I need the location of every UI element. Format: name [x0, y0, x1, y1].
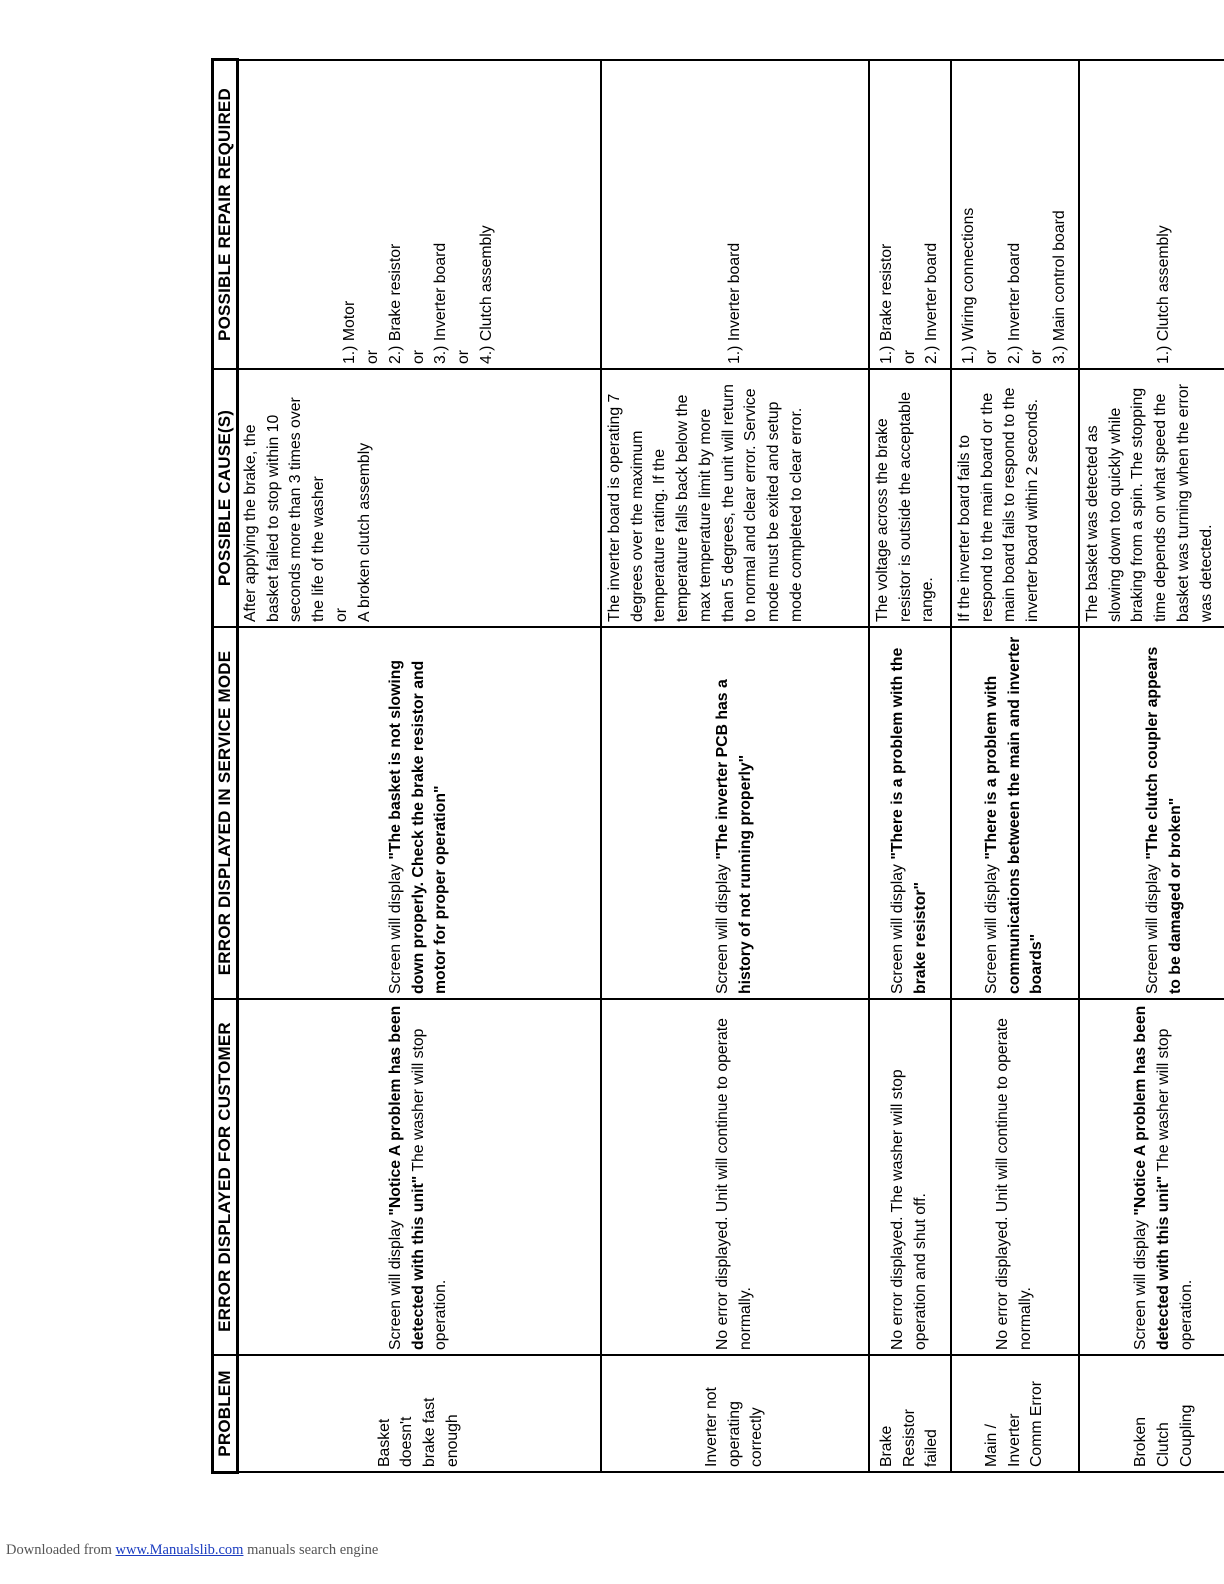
service-text-bold: "The clutch coupler appears to be damaged or broken" [1143, 646, 1184, 994]
table-row [601, 60, 869, 1472]
repair-line: or [1028, 349, 1046, 364]
repair-cell [601, 60, 869, 369]
repair-line: or [900, 349, 918, 364]
problem-line: Comm Error [1028, 1380, 1046, 1467]
problem-cell [237, 1355, 601, 1472]
header-problem: PROBLEM [213, 1355, 237, 1472]
service-cell [869, 627, 951, 999]
rotated-troubleshooting-table [212, 61, 1215, 1473]
service-cell [237, 627, 601, 999]
repair-line: or [364, 349, 382, 364]
repair-line: 2.) Inverter board [1005, 242, 1023, 364]
customer-text-pre: No error displayed. The washer will stop operation and shut off. [889, 1069, 929, 1350]
customer-cell [951, 999, 1079, 1355]
problem-line: Clutch [1155, 1422, 1173, 1467]
footer [6, 1542, 378, 1559]
customer-text-post: The washer will stop operation. [409, 1028, 450, 1350]
table-row [869, 60, 951, 1472]
service-text-bold: "The inverter PCB has a history of not running properly" [714, 679, 754, 994]
problem-line: failed [923, 1429, 941, 1467]
service-text-bold: "There is a problem with the brake resistor" [889, 647, 929, 994]
problem-cell [1079, 1355, 1224, 1472]
cause-line: The basket was detected as slowing down too quickly while braking from a spin. The stopping time depends on what speed the basket was turning when the error was detected. [1084, 384, 1215, 622]
repair-cell [1079, 60, 1224, 369]
repair-cell [237, 60, 601, 369]
cause-cell [601, 369, 869, 627]
problem-line: doesn't [398, 1416, 416, 1467]
cause-line: The voltage across the brake resistor is outside the acceptable range. [874, 391, 937, 622]
problem-line: Inverter not [702, 1387, 720, 1467]
cause-line: The inverter board is operating 7 degrees over the maximum temperature rating. If the temperature falls back below the max temperature limit by more than 5 degrees, the unit will return to normal and clear error. Service mode must be exited and setup mode completed to clear error. [606, 384, 805, 622]
table-row [951, 60, 1079, 1472]
service-text-bold: "The basket is not slowing down properly. Check the brake resistor and motor for proper operation" [386, 659, 450, 994]
customer-text-pre: No error displayed. Unit will continue to operate normally. [714, 1018, 754, 1350]
customer-text-pre: Screen will display [386, 1215, 404, 1350]
table-body [237, 60, 1224, 1472]
customer-text-post: The washer will stop operation. [1155, 1028, 1195, 1350]
header-customer: ERROR DISPLAYED FOR CUSTOMER [213, 999, 237, 1355]
problem-line: Inverter [1005, 1413, 1023, 1467]
table-row [1079, 60, 1224, 1472]
problem-line: Resistor [900, 1409, 918, 1467]
service-cell [601, 627, 869, 999]
problem-line: Coupling [1177, 1404, 1195, 1467]
customer-cell [601, 999, 869, 1355]
repair-cell [951, 60, 1079, 369]
header-repair: POSSIBLE REPAIR REQUIRED [213, 60, 237, 369]
service-text-pre: Screen will display [1143, 859, 1161, 994]
customer-text-pre: Screen will display [1132, 1215, 1150, 1350]
cause-line: If the inverter board fails to respond to the main board or the main board fails to respond to the inverter board within 2 seconds. [956, 387, 1042, 622]
service-text-pre: Screen will display [889, 859, 907, 994]
problem-line: brake fast [421, 1397, 438, 1467]
repair-cell [869, 60, 951, 369]
repair-line: 1.) Clutch assembly [1155, 225, 1173, 364]
repair-line: 1.) Wiring connections [960, 207, 978, 364]
repair-line: 1.) Motor [341, 300, 359, 364]
service-cell [1079, 627, 1224, 999]
problem-cell [869, 1355, 951, 1472]
problem-line: Main / [982, 1423, 1000, 1467]
service-text-pre: Screen will display [714, 859, 732, 994]
service-text-pre: Screen will display [386, 859, 404, 994]
footer-prefix: Downloaded from [6, 1542, 116, 1558]
problem-cell [951, 1355, 1079, 1472]
problem-line: Broken [1132, 1416, 1150, 1467]
manualslib-link[interactable]: www.Manualslib.com [115, 1542, 244, 1558]
repair-line: 2.) Brake resistor [386, 243, 404, 364]
repair-line: 3.) Inverter board [432, 242, 450, 364]
table-row [237, 60, 601, 1472]
repair-line: 4.) Clutch assembly [477, 225, 495, 364]
repair-line: or [409, 349, 427, 364]
customer-text-bold: "Notice A problem has been detected with this unit" [1132, 1005, 1173, 1350]
problem-line: operating [725, 1401, 743, 1467]
repair-line: 3.) Main control board [1051, 210, 1069, 364]
problem-cell [601, 1355, 869, 1472]
cause-cell [869, 369, 951, 627]
troubleshooting-table [212, 59, 1224, 1473]
service-text-pre: Screen will display [982, 859, 1000, 994]
cause-cell [1079, 369, 1224, 627]
cause-line: A broken clutch assembly [355, 442, 373, 622]
service-text-bold: "There is a problem with communications between the main and inverter boards" [982, 636, 1046, 994]
header-service: ERROR DISPLAYED IN SERVICE MODE [213, 627, 237, 999]
cause-cell [951, 369, 1079, 627]
cause-line: or [332, 607, 350, 622]
repair-line: 1.) Brake resistor [877, 243, 895, 364]
customer-text-pre: No error displayed. Unit will continue to operate normally. [994, 1018, 1034, 1350]
header-cause: POSSIBLE CAUSE(S) [213, 369, 237, 627]
cause-line: After applying the brake, the basket failed to stop within 10 seconds more than 3 times over the life of the washer [242, 397, 328, 622]
customer-text-bold: "Notice A problem has been detected with this unit" [386, 1005, 427, 1350]
problem-line: correctly [748, 1407, 766, 1467]
problem-line: Brake [877, 1425, 895, 1467]
header-row [213, 60, 237, 1472]
problem-line: Basket [375, 1418, 393, 1467]
problem-line: enough [443, 1414, 461, 1467]
repair-line: 1.) Inverter board [725, 242, 743, 364]
repair-line: or [455, 349, 473, 364]
customer-cell [1079, 999, 1224, 1355]
cause-cell [237, 369, 601, 627]
footer-suffix: manuals search engine [243, 1542, 379, 1558]
customer-cell [237, 999, 601, 1355]
repair-line: 2.) Inverter board [923, 242, 941, 364]
service-cell [951, 627, 1079, 999]
customer-cell [869, 999, 951, 1355]
repair-line: or [982, 349, 1000, 364]
